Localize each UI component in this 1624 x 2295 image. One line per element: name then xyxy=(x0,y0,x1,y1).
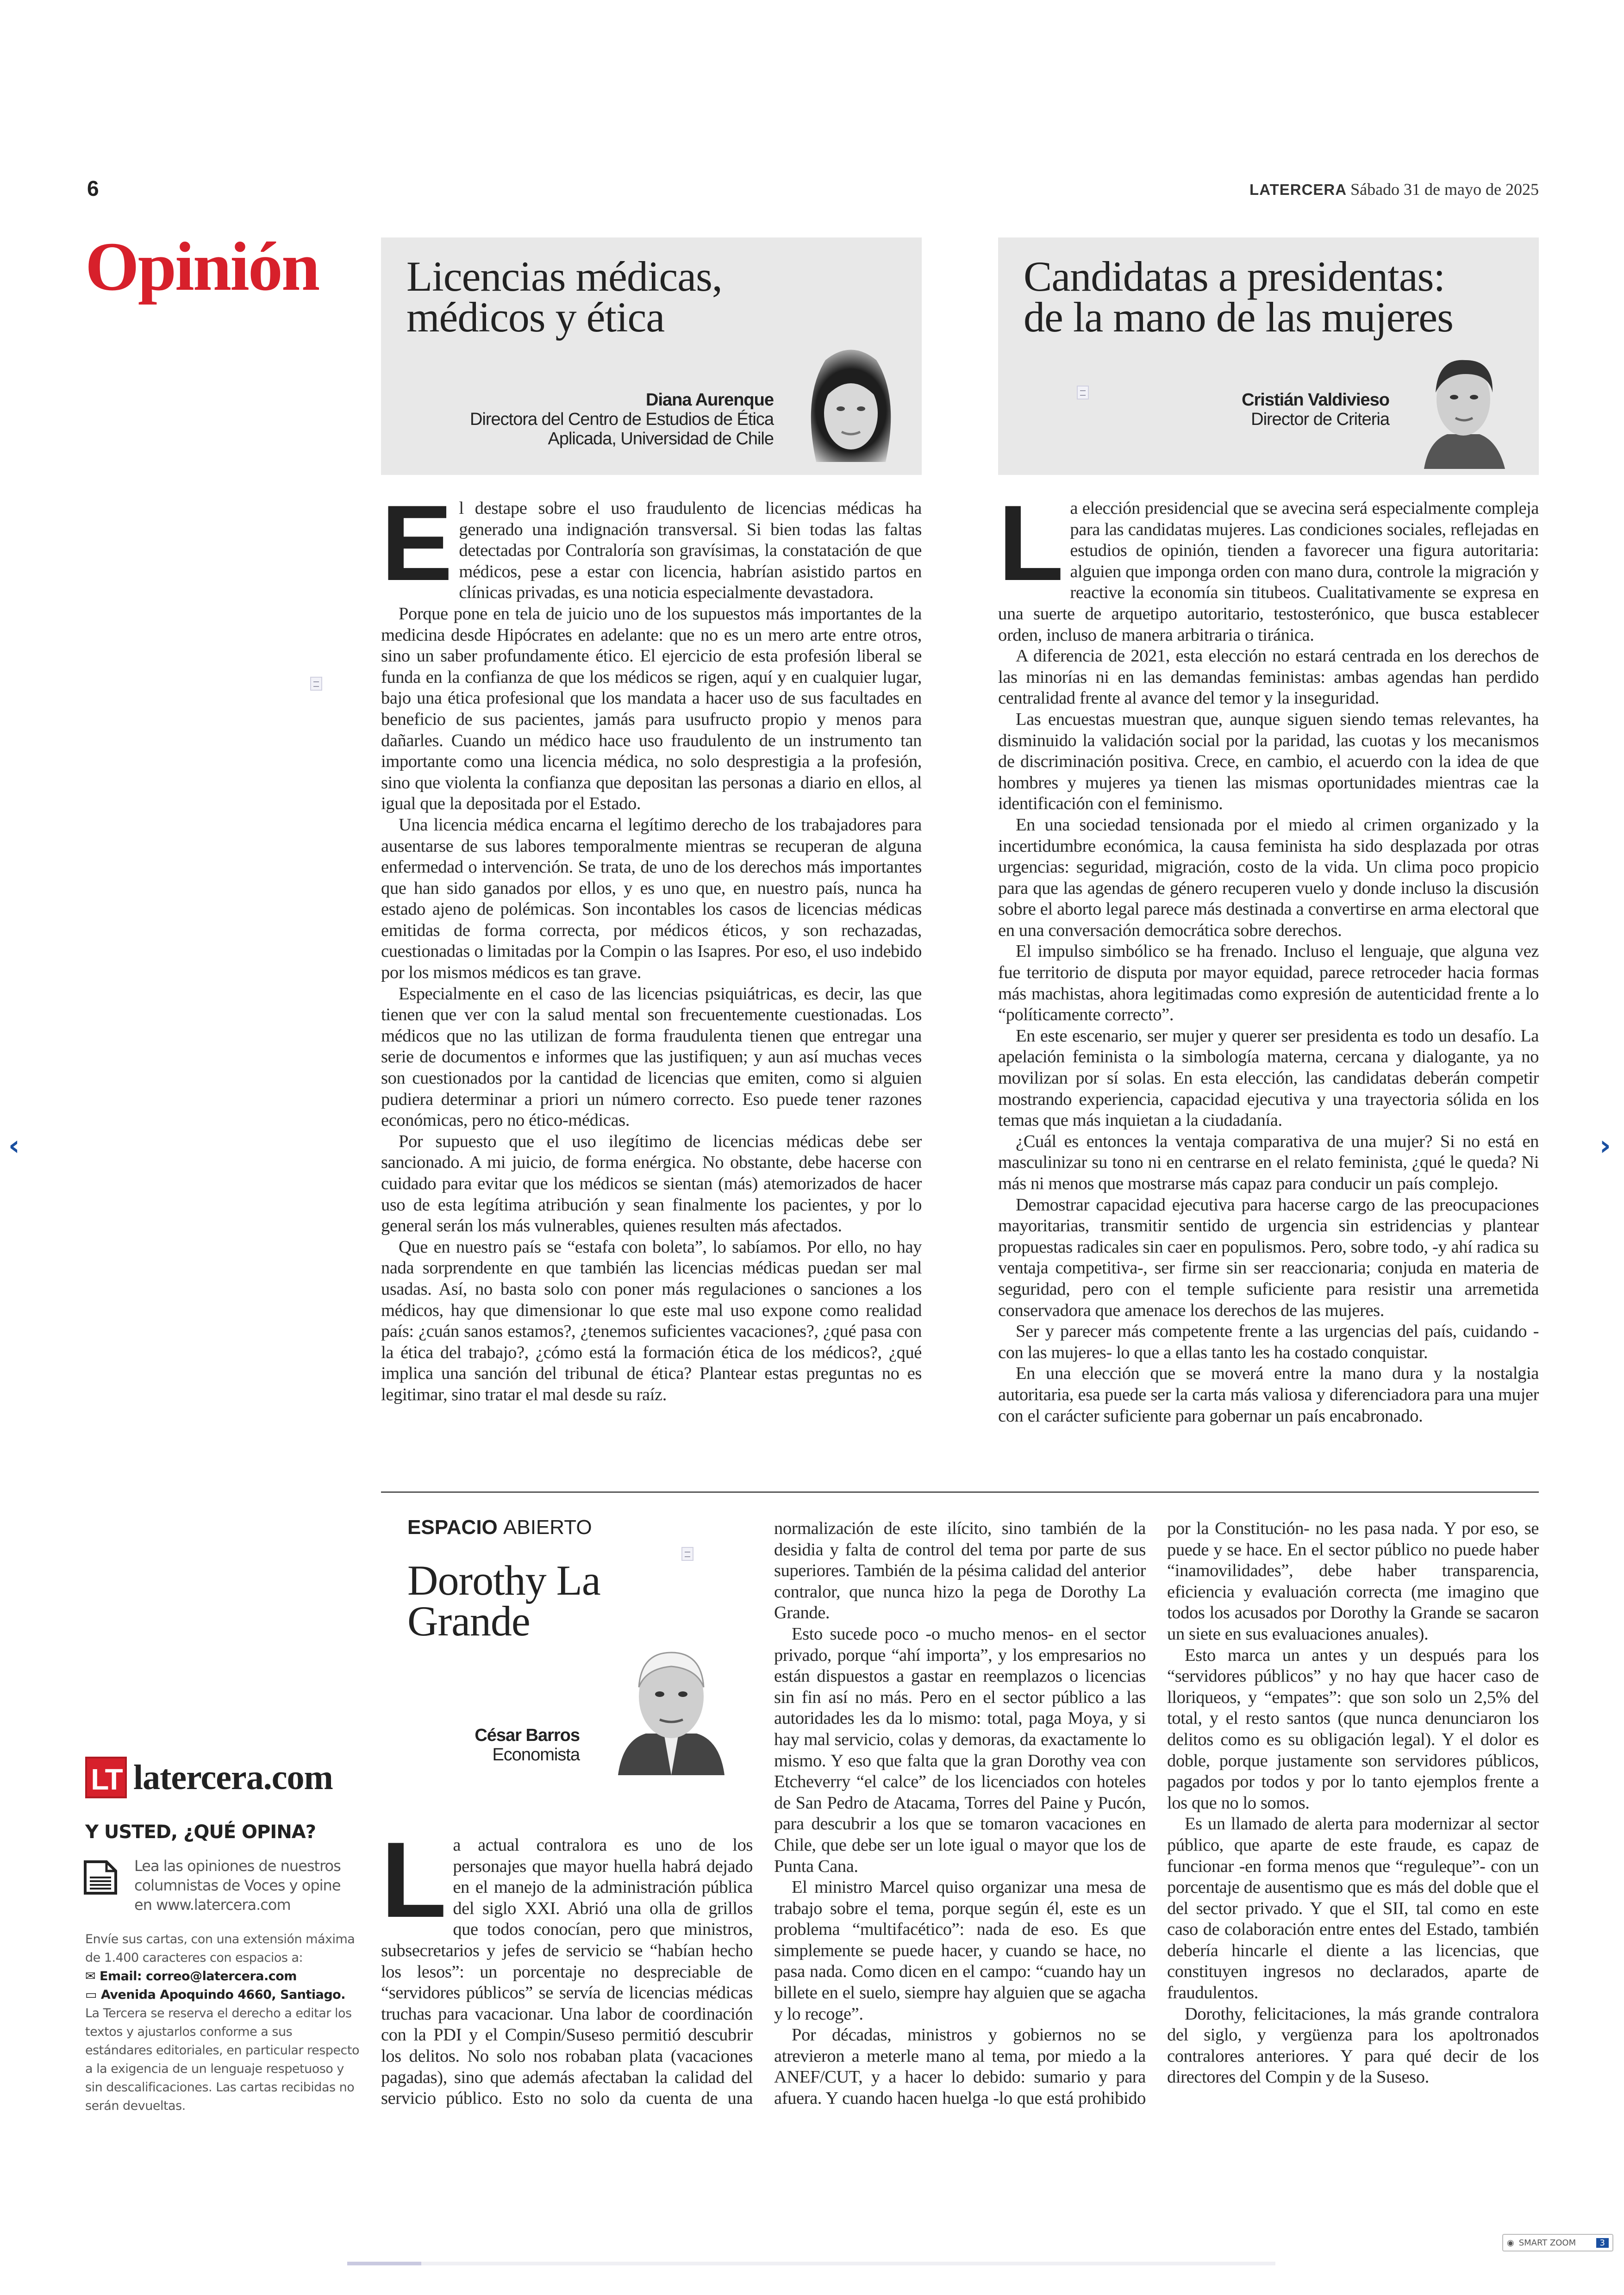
paragraph: A diferencia de 2021, esta elección no estará centrada en los derechos de las minorías ni en las demandas feministas: ambas agendas han perdido centralidad frente al avance del temor y la inseguridad. xyxy=(998,646,1539,708)
paragraph: En este escenario, ser mujer y querer ser presidenta es todo un desafío. La apelación feminista o la simbología materna, cercana y dialogante, ya no movilizan por sí solas. En esta elección, las candidatas deberán competir mostrando experiencia, capacidad ejecutiva y una trayectoria sólida en los temas que más inquietan a la ciudadanía. xyxy=(998,1026,1539,1130)
author-photo xyxy=(1419,349,1507,469)
smart-zoom-label: SMART ZOOM xyxy=(1518,2238,1576,2248)
article2-title: Candidatas a presidentas: de la mano de las mujeres xyxy=(1024,253,1453,341)
article1-title: Licencias médicas, médicos y ética xyxy=(406,253,722,341)
paragraph: Dorothy, felicitaciones, la más grande contralora del siglo, y vergüenza para los apoltronados contralores anteriores. Y para qué decir de los directores del Compin y de la Suseso. xyxy=(1167,2004,1539,2087)
paragraph: Una licencia médica encarna el legítimo derecho de los trabajadores para ausentarse de sus labores temporalmente mientras se recuperan de alguna enfermedad o intervención. Se trata, de uno de los derechos más importantes que han sido ganados por ellos, y es uno que, en nuestro país, nunca ha estado ajeno de polémicas. Son incontables los casos de licencias médicas emitidas de forma correcta, por médicos éticos, y son rechazadas, cuestionadas o limitadas por la Compin o las Isapres. Por eso, el uso indebido por los mismos médicos es tan grave. xyxy=(381,815,922,983)
paragraph: Especialmente en el caso de las licencias psiquiátricas, es decir, las que tienen que ver con la salud mental son frecuentemente cuestionadas. Los médicos que no las utilizan de forma fraudulenta tienen que entregar una serie de documentos e informes que las justifiquen; y aun así muchas veces son cuestionados por la cantidad de licencias que emiten, como si alguien pudiera determinar a priori un número correcto. Eso puede tener razones económicas, pero no ético-médicas. xyxy=(381,984,922,1130)
drop-cap: L xyxy=(998,483,1064,603)
paragraph: Es un llamado de alerta para modernizar al sector público, que aparte de este fraude, es capaz de funcionar -en forma menos que “reguleque”- con un porcentaje de ausentismo que es más del doble que el del sector privado. Y que el SII, tal como en este caso de colaboración entre entes del Estado, también debería hincarle el diente a las licencias, que constituyen ingresos no declarados, aparte de fraudulentos. xyxy=(1167,1814,1539,2003)
annotation-note-icon[interactable] xyxy=(310,677,322,691)
paragraph: ¿Cuál es entonces la ventaja comparativa de una mujer? Si no está en masculinizar su tono ni en centrarse en el relato feminista, ¿qué le queda? Ni más ni menos que mostrarse más capaz para conducir un país complejo. xyxy=(998,1131,1539,1193)
paragraph: Por supuesto que el uso ilegítimo de licencias médicas debe ser sancionado. A mi juicio, de forma enérgica. No obstante, debe hacerse con cuidado para evitar que los médicos se sientan (más) atemorizados de hacer uso de esta legítima atribución y sean finalmente los pacientes, y por lo general serán los más vulnerables, quienes resulten más afectados. xyxy=(381,1131,922,1236)
paragraph: Por décadas, ministros y gobiernos no se atrevieron a meterle mano al tema, por miedo a la ANEF/CUT, y a hacer lo debido: sumario y para afuera. Y cuando hacen huelga -lo que está prohibido por la Constitución- no les pasa nada. Y por eso, se puede y se hace. En el sector público no puede haber “inamovilidades”, debe haber transparencia, eficiencia y evaluación correcta (me imagino que todos los acusados por Dorothy la Grande se sacaron un siete en sus evaluaciones anuales). xyxy=(774,1519,1539,2108)
header-spacer xyxy=(381,1518,753,1835)
author-name: Diana Aurenque xyxy=(646,390,774,410)
latercera-logo[interactable] xyxy=(85,1757,333,1798)
page-number: 6 xyxy=(87,176,99,200)
paragraph: Esto marca un antes y un después para los “servidores públicos” y no hay que hacer caso de lloriqueos, y “empates”: que son solo un 2,5% del total, y el resto santos (que nunca denunciaron los delitos como es su obligación legal). Y el dolor es doble, porque justamente son servidores públicos, pagados por todos y por lo tanto ejemplos frente a los que no lo somos. xyxy=(1167,1645,1539,1813)
paragraph: Demostrar capacidad ejecutiva para hacerse cargo de las preocupaciones mayoritarias, transmitir sentido de urgencia sin estridencias y plantear propuestas radicales sin caer en populismos. Pero, sobre todo, -y ahí radica su ventaja competitiva-, ser firme sin ser reaccionaria; conjuda en materia de seguridad, pero con el temple suficiente para resistir una arremetida conservadora que amenace los derechos de las mujeres. xyxy=(998,1195,1539,1320)
author-role: Director de Criteria xyxy=(1251,410,1389,429)
article2-body xyxy=(998,483,1539,1427)
author-name: César Barros xyxy=(475,1726,580,1745)
previous-page-arrow-icon[interactable]: ‹ xyxy=(8,1129,20,1162)
paragraph: El impulso simbólico se ha frenado. Incluso el lenguaje, que alguna vez fue territorio de disputa por mayor equidad, parece retroceder hacia formas más machistas, ahora legitimadas como expresión de autenticidad frente a lo “políticamente correcto”. xyxy=(998,942,1539,1025)
sidebar-promo: Lea las opiniones de nuestros columnistas de Voces y opine en www.latercera.com xyxy=(134,1857,341,1914)
article1-body xyxy=(381,483,922,1406)
paragraph: l destape sobre el uso fraudulento de licencias médicas ha generado una indignación transversal. Si bien todas las faltas detectadas por Contraloría son gravísimas, la constatación de que médicos, pese a estar con licencia, habrían asistido partos en clínicas privadas, es una noticia especialmente devastadora. xyxy=(459,499,922,603)
paragraph: a elección presidencial que se avecina será especialmente compleja para las candidatas mujeres. Las condiciones sociales, reflejadas en estudios de opinión, tienden a favorecer una figura autoritaria: alguien que imponga orden con mano dura, controle la migración y reactive la economía sin titubeos. Cualitativamente se expresa en una suerte de arquetipo autoritario, testosterónico, que busca establecer orden, incluso de manera arbitraria o tiránica. xyxy=(998,499,1539,645)
paragraph: El ministro Marcel quiso organizar una mesa de trabajo sobre el tema, porque según él, este es un problema “multifacético”: nada de eso. Es que simplemente se puede hacer, y cuando se hace, no pasa nada. Como dicen en el campo: “cuando hay un billete en el suelo, siempre hay alguien que se agacha y lo recoge”. xyxy=(774,1877,1146,2024)
article3-title: Dorothy La Grande xyxy=(407,1557,600,1645)
author-role: Directora del Centro de Estudios de Ética xyxy=(469,410,774,429)
article3-body xyxy=(381,1518,1539,2129)
mailbox-icon: ▭ xyxy=(85,1988,101,2002)
logo-text: latercera.com xyxy=(133,1758,333,1797)
contact-address: Avenida Apoquindo 4660, Santiago. xyxy=(100,1988,345,2002)
sidebar-contact xyxy=(85,1930,363,2115)
article1-byline xyxy=(470,390,774,449)
logo-mark: LT xyxy=(85,1757,127,1798)
paragraph: a actual contralora es uno de los personajes que mayor huella habrá dejado en el manejo de la administración pública del siglo XXI. Abrió una olla de grillos que todos conocían, pero que ministros, subsecretarios y jefes de servicio se “habían hecho los lesos”: un porcentaje no despreciable de “servidores públicos” se servía de licencias médicas truchas para vacacionar. Una labor de coordinación con la PDI y el Compin/Suseso permitió descubrir los delitos. No solo nos robaban plata (vacaciones pagadas), sino que además afectaban la calidad del servicio público. Esto no solo da cuenta de una normalización de este ilícito, sino también de la desidia y falta de control del tema por parte de sus superiores. También de la pésima calidad del anterior contralor, que nunca hizo la pega de Dorothy La Grande. xyxy=(381,1519,1146,2108)
eye-icon: ◉ xyxy=(1507,2238,1514,2248)
page-progress-bar[interactable] xyxy=(347,2262,1275,2265)
drop-cap: L xyxy=(381,1820,447,1940)
paragraph: Ser y parecer más competente frente a las urgencias del país, cuidando -con las mujeres- lo que a ellas tanto les ha costado conquistar. xyxy=(998,1322,1539,1362)
paragraph: Esto sucede poco -o mucho menos- en el sector privado, porque “ahí importa”, y los empresarios no están dispuestos a gastar en reemplazos o licencias sin fin así no más. Pero en el sector público a las autoridades les da lo mismo: total, paga Moya, y si hay mal servicio, colas y demoras, da exactamente lo mismo. Y eso que falta que la gran Dorothy vea con Etcheverry “el calce” de los licenciados con hoteles de San Pedro de Atacama, Torres del Paine y Pucón, para descubrir a los que se tomaron vacaciones en Chile, que debe ser un lote igual o mayor que los de Punta Cana. xyxy=(774,1624,1146,1876)
smart-zoom-badge: 3 xyxy=(1596,2238,1609,2248)
smart-zoom-button[interactable] xyxy=(1502,2234,1613,2251)
article3-kicker: ESPACIO ABIERTO xyxy=(407,1516,592,1539)
annotation-note-icon[interactable] xyxy=(1077,386,1089,399)
paragraph: Porque pone en tela de juicio uno de los supuestos más importantes de la medicina desde Hipócrates en adelante: que no es un mero arte entre otros, sino un saber profundamente ético. El ejercicio de esta profesión liberal se funda en la confianza de que los médicos se rigen, aquí y en cualquier lugar, bajo una ética profesional que los mandata a hacer uso de sus facultades en beneficio de sus pacientes, jamás para usufructo propio y menos para dañarles. Cuando un médico hace uso fraudulento de un instrumento tan importante como una licencia médica, no solo desprestigia a la profesión, sino que violenta la confianza que depositan las personas a diario en ellos, al igual que la depositada por el Estado. xyxy=(381,604,922,814)
contact-disclaimer: La Tercera se reserva el derecho a editar los textos y ajustarlos conforme a sus estándares editoriales, en particular respecto a la exigencia de un lenguaje respetuoso y sin descalificaciones. Las cartas recibidas no serán devueltas. xyxy=(85,2006,359,2113)
issue-date: Sábado 31 de mayo de 2025 xyxy=(1350,180,1539,199)
contact-intro: Envíe sus cartas, con una extensión máxima de 1.400 caracteres con espacios a: xyxy=(85,1932,355,1965)
contact-email[interactable]: Email: correo@latercera.com xyxy=(100,1969,297,1983)
page-progress-fill xyxy=(347,2262,421,2265)
dateline xyxy=(1249,180,1539,199)
envelope-icon: ✉ xyxy=(85,1969,100,1983)
next-page-arrow-icon[interactable]: › xyxy=(1599,1129,1611,1162)
author-role: Aplicada, Universidad de Chile xyxy=(548,429,774,449)
article1-header xyxy=(381,237,922,475)
drop-cap: E xyxy=(381,483,453,603)
author-name: Cristián Valdivieso xyxy=(1242,390,1389,410)
paragraph: Que en nuestro país se “estafa con boleta”, lo sabíamos. Por ello, no hay nada sorprendente en que también las licencias médicas puedan ser mal usadas. Así, no basta solo con poner más regulaciones o sanciones a los médicos, hay que dimensionar lo que este mal uso expone como realidad país: ¿cuán sanos estamos?, ¿tenemos suficientes vacaciones?, ¿qué pasa con la ética del trabajo?, ¿cómo está la formación ética de los médicos?, ¿qué implica una sanción del tribunal de ética? Plantear estas preguntas no es legitimar, sino tratar el mal desde su raíz. xyxy=(381,1237,922,1404)
paragraph: Las encuestas muestran que, aunque siguen siendo temas relevantes, ha disminuido la validación social por la paridad, las cuotas y los mecanismos de discriminación positiva. Crece, en cambio, el acuerdo con la idea de que hombres y mujeres ya tienen las mismas oportunidades mientras cae la identificación con el feminismo. xyxy=(998,709,1539,814)
sidebar-heading: Y USTED, ¿QUÉ OPINA? xyxy=(85,1821,316,1843)
paragraph: En una sociedad tensionada por el miedo al crimen organizado y la incertidumbre económica, la causa feminista ha sido desplazada por otras urgencias: seguridad, migración, costo de la vida. Un clima poco propicio para que las agendas de género recuperen vuelo y donde incluso la discusión sobre el aborto legal parece más destinada a convertirse en arma electoral que en una conversación democrática sobre derechos. xyxy=(998,815,1539,940)
author-role: Economista xyxy=(492,1745,580,1765)
document-icon xyxy=(83,1860,119,1895)
article2-header xyxy=(998,237,1539,475)
article2-byline xyxy=(1242,390,1389,429)
section-title: Opinión xyxy=(85,228,319,305)
paragraph: En una elección que se moverá entre la mano dura y la nostalgia autoritaria, esa puede ser la carta más valiosa y diferenciadora para una mujer con el carácter suficiente para gobernar un país encabronado. xyxy=(998,1364,1539,1426)
author-photo xyxy=(798,342,904,467)
section-divider xyxy=(381,1491,1539,1493)
brand-name: LATERCERA xyxy=(1249,181,1347,198)
